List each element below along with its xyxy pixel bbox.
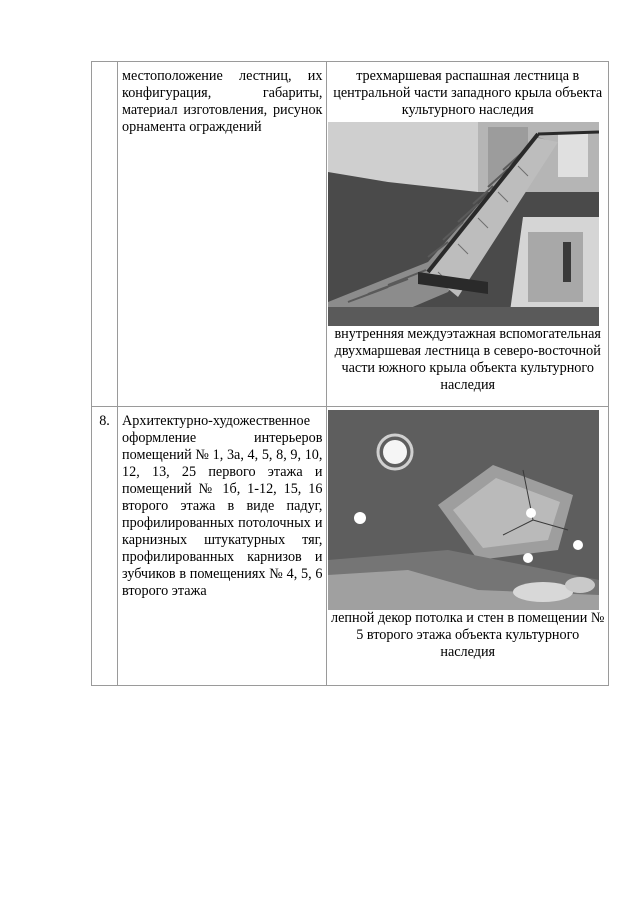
- table-row: [92, 407, 609, 686]
- photo-cell: [327, 407, 609, 686]
- description-cell: [118, 407, 327, 686]
- heritage-table: [91, 61, 609, 686]
- description-cell: [118, 62, 327, 407]
- photo-cell: [327, 62, 609, 407]
- row-description: местоположение лестниц, их конфигурация, габариты, материал изготовления, рисунок орнамента ограждений: [122, 68, 323, 135]
- photo-caption: внутренняя междуэтажная вспомогательная двухмаршевая лестница в северо-восточной части южного крыла объекта культурного наследия: [334, 326, 601, 393]
- row-number: [92, 62, 118, 407]
- row-description: Архитектурно-художественное оформление интерьеров помещений № 1, 3а, 4, 5, 8, 9, 10, 12, 13, 25 первого этажа и помещений № 1б, 1-12, 15, 16 второго этажа в виде падуг, профилированных потолочных и карнизных штукатурных тяг, профилированных карнизов и зубчиков в помещениях № 4, 5, 6 второго этажа: [122, 413, 323, 599]
- table-row: [92, 62, 609, 407]
- photo-caption: трехмаршевая распашная лестница в центральной части западного крыла объекта культурного наследия: [333, 68, 603, 118]
- row-number: 8.: [92, 407, 118, 686]
- staircase-photo: [328, 122, 599, 326]
- ceiling-decor-photo: [328, 410, 599, 610]
- photo-caption: лепной декор потолка и стен в помещении № 5 второго этажа объекта культурного наследия: [331, 610, 605, 660]
